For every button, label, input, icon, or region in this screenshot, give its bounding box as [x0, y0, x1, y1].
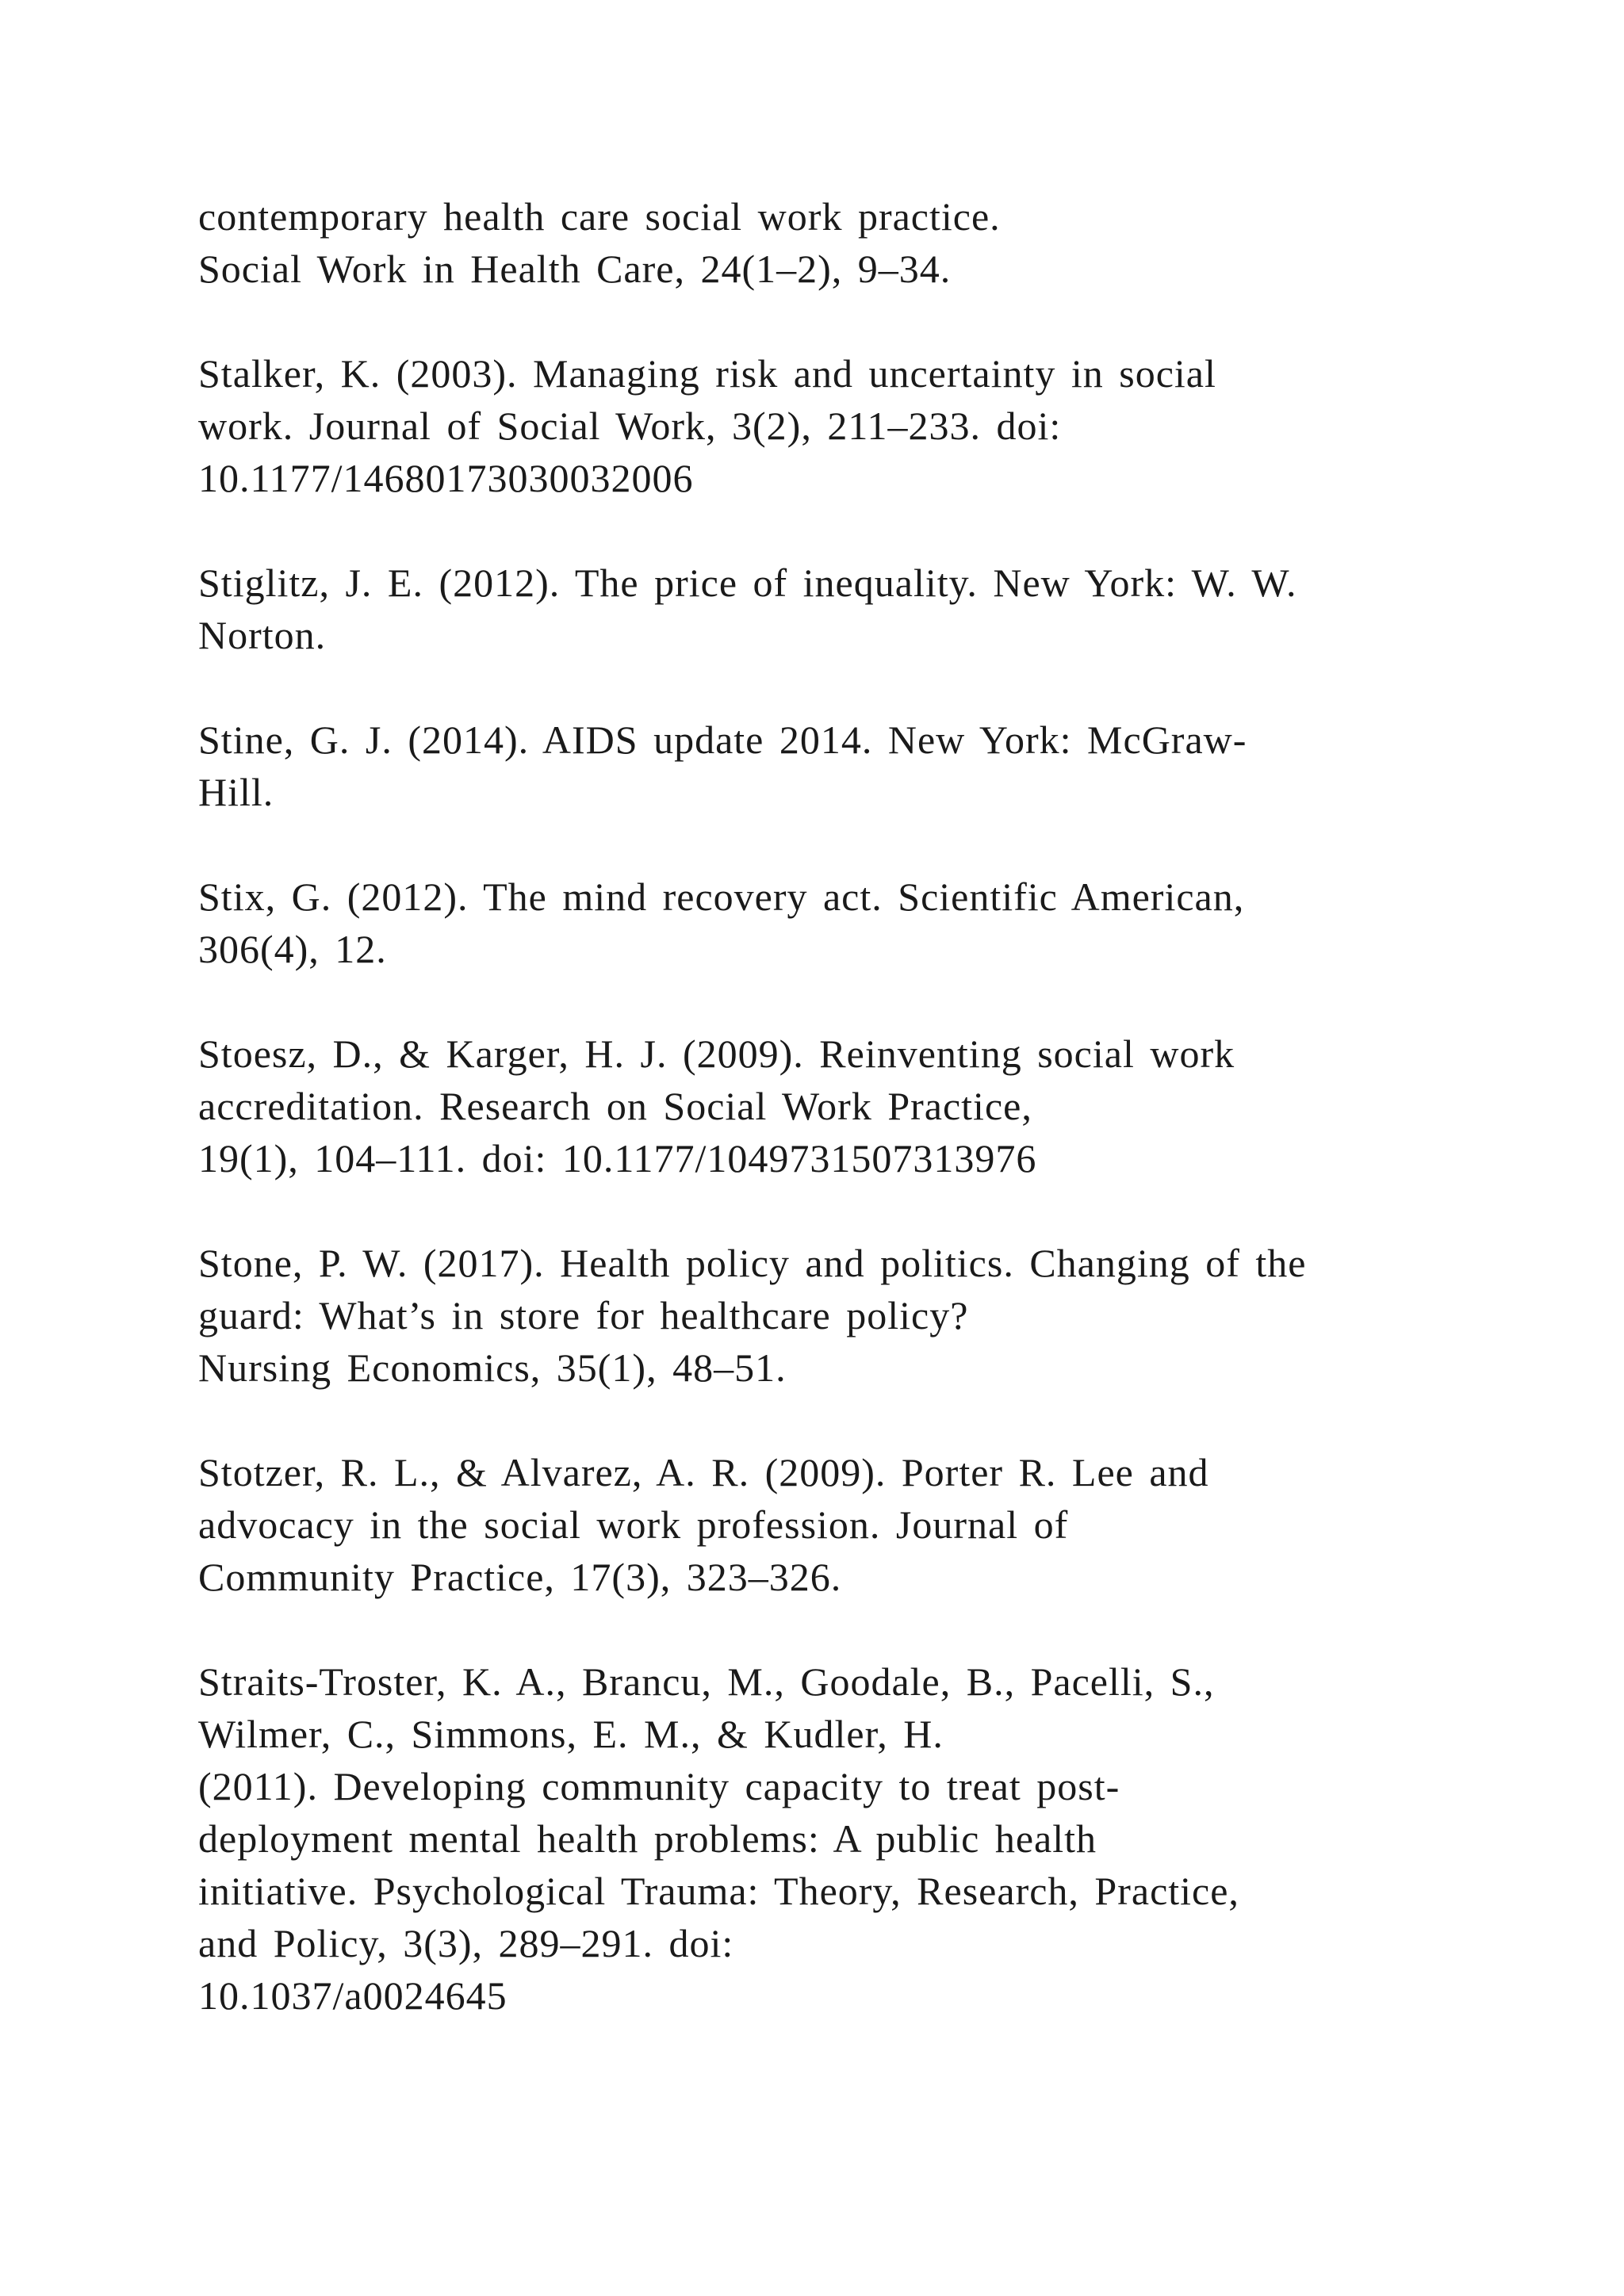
reference-line: Hill. [198, 770, 274, 814]
reference-line: accreditation. Research on Social Work Practice, [198, 1084, 1032, 1128]
reference-entry [198, 714, 1546, 818]
reference-entry [198, 1446, 1546, 1603]
reference-line: initiative. Psychological Trauma: Theory, Research, Practice, [198, 1869, 1239, 1913]
reference-list [198, 190, 1546, 2074]
reference-line: 10.1177/14680173030032006 [198, 456, 694, 500]
reference-line: contemporary health care social work practice. [198, 194, 1001, 239]
reference-line: 306(4), 12. [198, 927, 387, 971]
reference-entry [198, 190, 1546, 295]
reference-line: Straits-Troster, K. A., Brancu, M., Goodale, B., Pacelli, S., [198, 1659, 1215, 1704]
reference-line: work. Journal of Social Work, 3(2), 211–233. doi: [198, 404, 1062, 448]
reference-entry [198, 871, 1546, 975]
reference-line: deployment mental health problems: A public health [198, 1816, 1097, 1861]
reference-line: Stiglitz, J. E. (2012). The price of inequality. New York: W. W. [198, 561, 1297, 605]
reference-line: Stalker, K. (2003). Managing risk and uncertainty in social [198, 351, 1216, 396]
reference-entry [198, 1237, 1546, 1394]
reference-line: (2011). Developing community capacity to treat post- [198, 1764, 1120, 1808]
reference-entry [198, 1027, 1546, 1184]
reference-line: Nursing Economics, 35(1), 48–51. [198, 1345, 787, 1390]
reference-line: guard: What’s in store for healthcare policy? [198, 1293, 969, 1337]
reference-entry [198, 557, 1546, 661]
reference-line: Stone, P. W. (2017). Health policy and politics. Changing of the [198, 1241, 1307, 1285]
reference-line: and Policy, 3(3), 289–291. doi: [198, 1921, 734, 1965]
reference-entry [198, 1655, 1546, 2022]
reference-line: Wilmer, C., Simmons, E. M., & Kudler, H. [198, 1712, 944, 1756]
reference-line: advocacy in the social work profession. Journal of [198, 1502, 1069, 1547]
reference-line: Community Practice, 17(3), 323–326. [198, 1555, 842, 1599]
reference-line: Stine, G. J. (2014). AIDS update 2014. New York: McGraw- [198, 718, 1247, 762]
reference-line: 10.1037/a0024645 [198, 1973, 508, 2018]
reference-entry [198, 347, 1546, 504]
reference-line: Norton. [198, 613, 327, 657]
reference-line: Stoesz, D., & Karger, H. J. (2009). Reinventing social work [198, 1031, 1235, 1076]
reference-line: Social Work in Health Care, 24(1–2), 9–34. [198, 247, 952, 291]
reference-line: 19(1), 104–111. doi: 10.1177/1049731507313976 [198, 1136, 1037, 1181]
reference-line: Stix, G. (2012). The mind recovery act. Scientific American, [198, 874, 1245, 919]
reference-line: Stotzer, R. L., & Alvarez, A. R. (2009). Porter R. Lee and [198, 1450, 1209, 1494]
